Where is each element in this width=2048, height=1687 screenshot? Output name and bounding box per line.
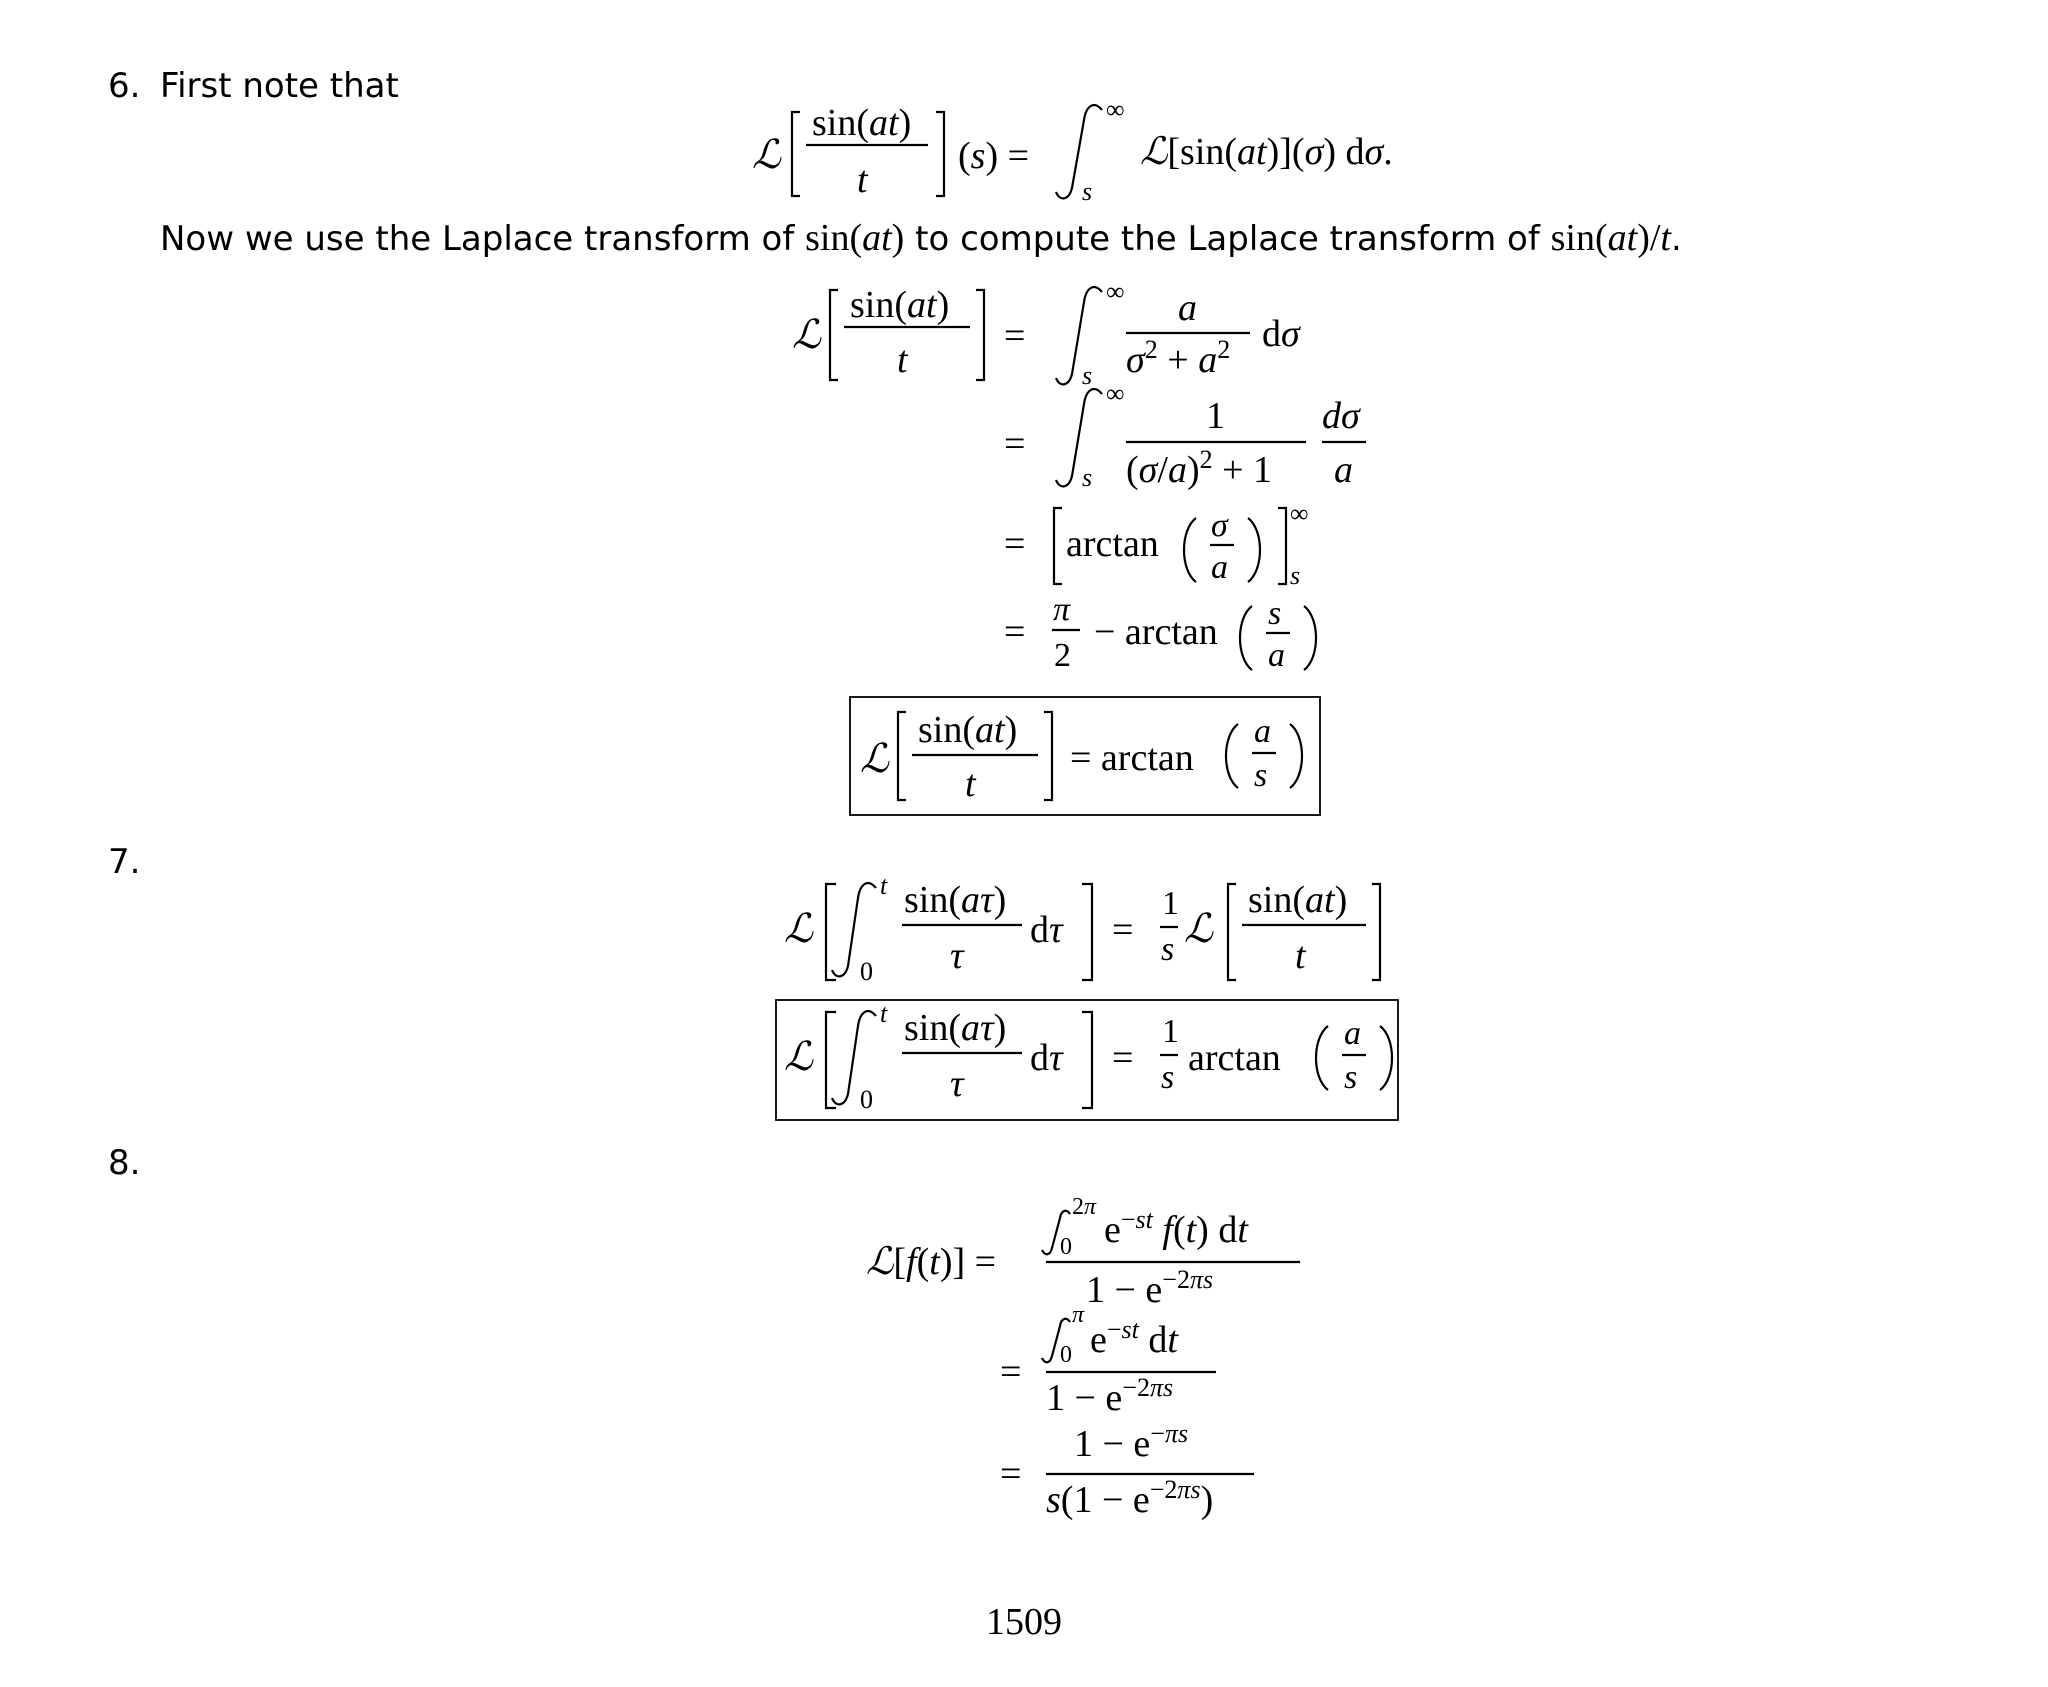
svg-text:e−st dt: $e^{-st}$ dt bbox=[1090, 1315, 1178, 1361]
svg-text:∞: ∞ bbox=[1106, 95, 1125, 124]
svg-text:s: s bbox=[1082, 361, 1093, 390]
svg-text:1: 1 bbox=[1206, 395, 1225, 437]
sentence-part-b: to compute the Laplace transform of bbox=[904, 219, 1551, 259]
svg-text:π: π bbox=[1072, 1302, 1085, 1328]
svg-text:dτ: dτ bbox=[1030, 909, 1063, 951]
svg-text:=: = bbox=[1000, 1351, 1022, 1393]
svg-text:= arctan: = arctan bbox=[1070, 737, 1194, 779]
svg-text:a: a bbox=[1344, 1015, 1361, 1052]
svg-text:τ: τ bbox=[950, 1063, 964, 1105]
svg-text:=: = bbox=[1004, 423, 1026, 465]
svg-text:sin(at): sin(at) bbox=[812, 102, 912, 144]
svg-text:=: = bbox=[1004, 611, 1026, 653]
svg-text:s: s bbox=[1161, 1059, 1175, 1096]
svg-text:sin(at): sin(at) bbox=[850, 284, 950, 326]
svg-text:dτ: dτ bbox=[1030, 1037, 1063, 1079]
svg-text:1 − e−2πs: $1 - e^{-2\pi s}$ bbox=[1086, 1265, 1214, 1311]
svg-text:e−st f(t) dt: $e^{-st}$ f(t) dt bbox=[1104, 1205, 1248, 1251]
svg-text:0: 0 bbox=[860, 1085, 873, 1114]
svg-text:=: = bbox=[1112, 1037, 1134, 1079]
svg-text:ℒ: ℒ bbox=[784, 906, 813, 951]
svg-text:s: s bbox=[1344, 1059, 1358, 1096]
svg-text:2: 2 bbox=[1054, 637, 1071, 674]
svg-text:t: t bbox=[880, 999, 888, 1028]
svg-text:sin(at): sin(at) bbox=[918, 709, 1018, 751]
problem-6-intro: First note that bbox=[160, 66, 399, 106]
svg-text:(s) =: (s) = bbox=[958, 135, 1030, 177]
svg-text:s: s bbox=[1268, 595, 1282, 632]
svg-text:=: = bbox=[1004, 315, 1026, 357]
page-number: 1509 bbox=[986, 1601, 1062, 1643]
svg-text:ℒ: ℒ bbox=[752, 132, 781, 177]
svg-text:s(1 − e−2πs): $s(1 - e^{-2\pi s})$ bbox=[1046, 1475, 1214, 1521]
svg-text:ℒ: ℒ bbox=[1184, 906, 1213, 951]
svg-text:t: t bbox=[897, 339, 908, 381]
svg-text:ℒ[f(t)] =: ℒ[f(t)] = bbox=[866, 1241, 997, 1283]
svg-text:τ: τ bbox=[950, 935, 964, 977]
svg-text:0: 0 bbox=[860, 957, 873, 986]
svg-text:t: t bbox=[880, 871, 888, 900]
svg-text:s: s bbox=[1254, 757, 1268, 794]
svg-text:σ: σ bbox=[1211, 507, 1228, 544]
svg-text:sin(aτ): sin(aτ) bbox=[904, 1007, 1007, 1049]
svg-text:1: 1 bbox=[1162, 885, 1179, 922]
svg-text:a: a bbox=[1254, 713, 1271, 750]
svg-text:arctan: arctan bbox=[1188, 1037, 1281, 1079]
svg-text:0: 0 bbox=[1060, 1234, 1072, 1260]
problem-8-number: 8. bbox=[108, 1143, 141, 1183]
svg-text:a: a bbox=[1268, 637, 1285, 674]
svg-text:σ2 + a2: $\sigma^2 + a^2$ bbox=[1126, 335, 1231, 381]
svg-text:π: π bbox=[1053, 591, 1071, 628]
svg-text:(σ/a)2 + 1: $(\sigma/a)^2 + 1$ bbox=[1126, 445, 1273, 491]
problem-7-number: 7. bbox=[108, 842, 141, 882]
svg-text:s: s bbox=[1290, 561, 1301, 590]
svg-text:a: a bbox=[1211, 549, 1228, 586]
svg-text:s: s bbox=[1082, 177, 1093, 206]
inline-math-sin-at-over-t: sin(at)/t bbox=[1550, 217, 1671, 259]
svg-text:ℒ: ℒ bbox=[784, 1034, 813, 1079]
svg-text:2π: 2π bbox=[1072, 1194, 1097, 1220]
svg-text:sin(at): sin(at) bbox=[1248, 879, 1348, 921]
svg-text:1: 1 bbox=[1162, 1013, 1179, 1050]
svg-text:∞: ∞ bbox=[1106, 379, 1125, 408]
svg-text:∞: ∞ bbox=[1106, 277, 1125, 306]
inline-math-sin-at: sin(at) bbox=[805, 217, 905, 259]
svg-text:dσ: dσ bbox=[1322, 395, 1360, 437]
problem-6-number: 6. bbox=[108, 66, 141, 106]
svg-text:=: = bbox=[1000, 1453, 1022, 1495]
svg-text:sin(aτ): sin(aτ) bbox=[904, 879, 1007, 921]
svg-text:ℒ: ℒ bbox=[860, 736, 889, 781]
svg-text:dσ: dσ bbox=[1262, 313, 1300, 355]
svg-text:=: = bbox=[1112, 909, 1134, 951]
svg-text:t: t bbox=[857, 159, 868, 201]
svg-text:1 − e−πs: $1 - e^{-\pi s}$ bbox=[1074, 1419, 1189, 1465]
svg-text:0: 0 bbox=[1060, 1342, 1072, 1368]
svg-text:arctan: arctan bbox=[1066, 523, 1159, 565]
svg-text:t: t bbox=[1295, 935, 1306, 977]
svg-text:ℒ[sin(at)](σ) dσ.: ℒ[sin(at)](σ) dσ. bbox=[1140, 131, 1393, 173]
svg-text:ℒ: ℒ bbox=[792, 312, 821, 357]
svg-text:∞: ∞ bbox=[1290, 499, 1309, 528]
svg-text:a: a bbox=[1178, 287, 1197, 329]
sentence-part-c: . bbox=[1670, 219, 1682, 259]
svg-text:t: t bbox=[965, 763, 976, 805]
svg-text:− arctan: − arctan bbox=[1094, 611, 1218, 653]
svg-text:=: = bbox=[1004, 523, 1026, 565]
svg-text:a: a bbox=[1334, 449, 1353, 491]
svg-text:s: s bbox=[1161, 931, 1175, 968]
sentence-part-a: Now we use the Laplace transform of bbox=[160, 219, 806, 259]
svg-text:s: s bbox=[1082, 463, 1093, 492]
svg-text:1 − e−2πs: $1 - e^{-2\pi s}$ bbox=[1046, 1373, 1174, 1419]
